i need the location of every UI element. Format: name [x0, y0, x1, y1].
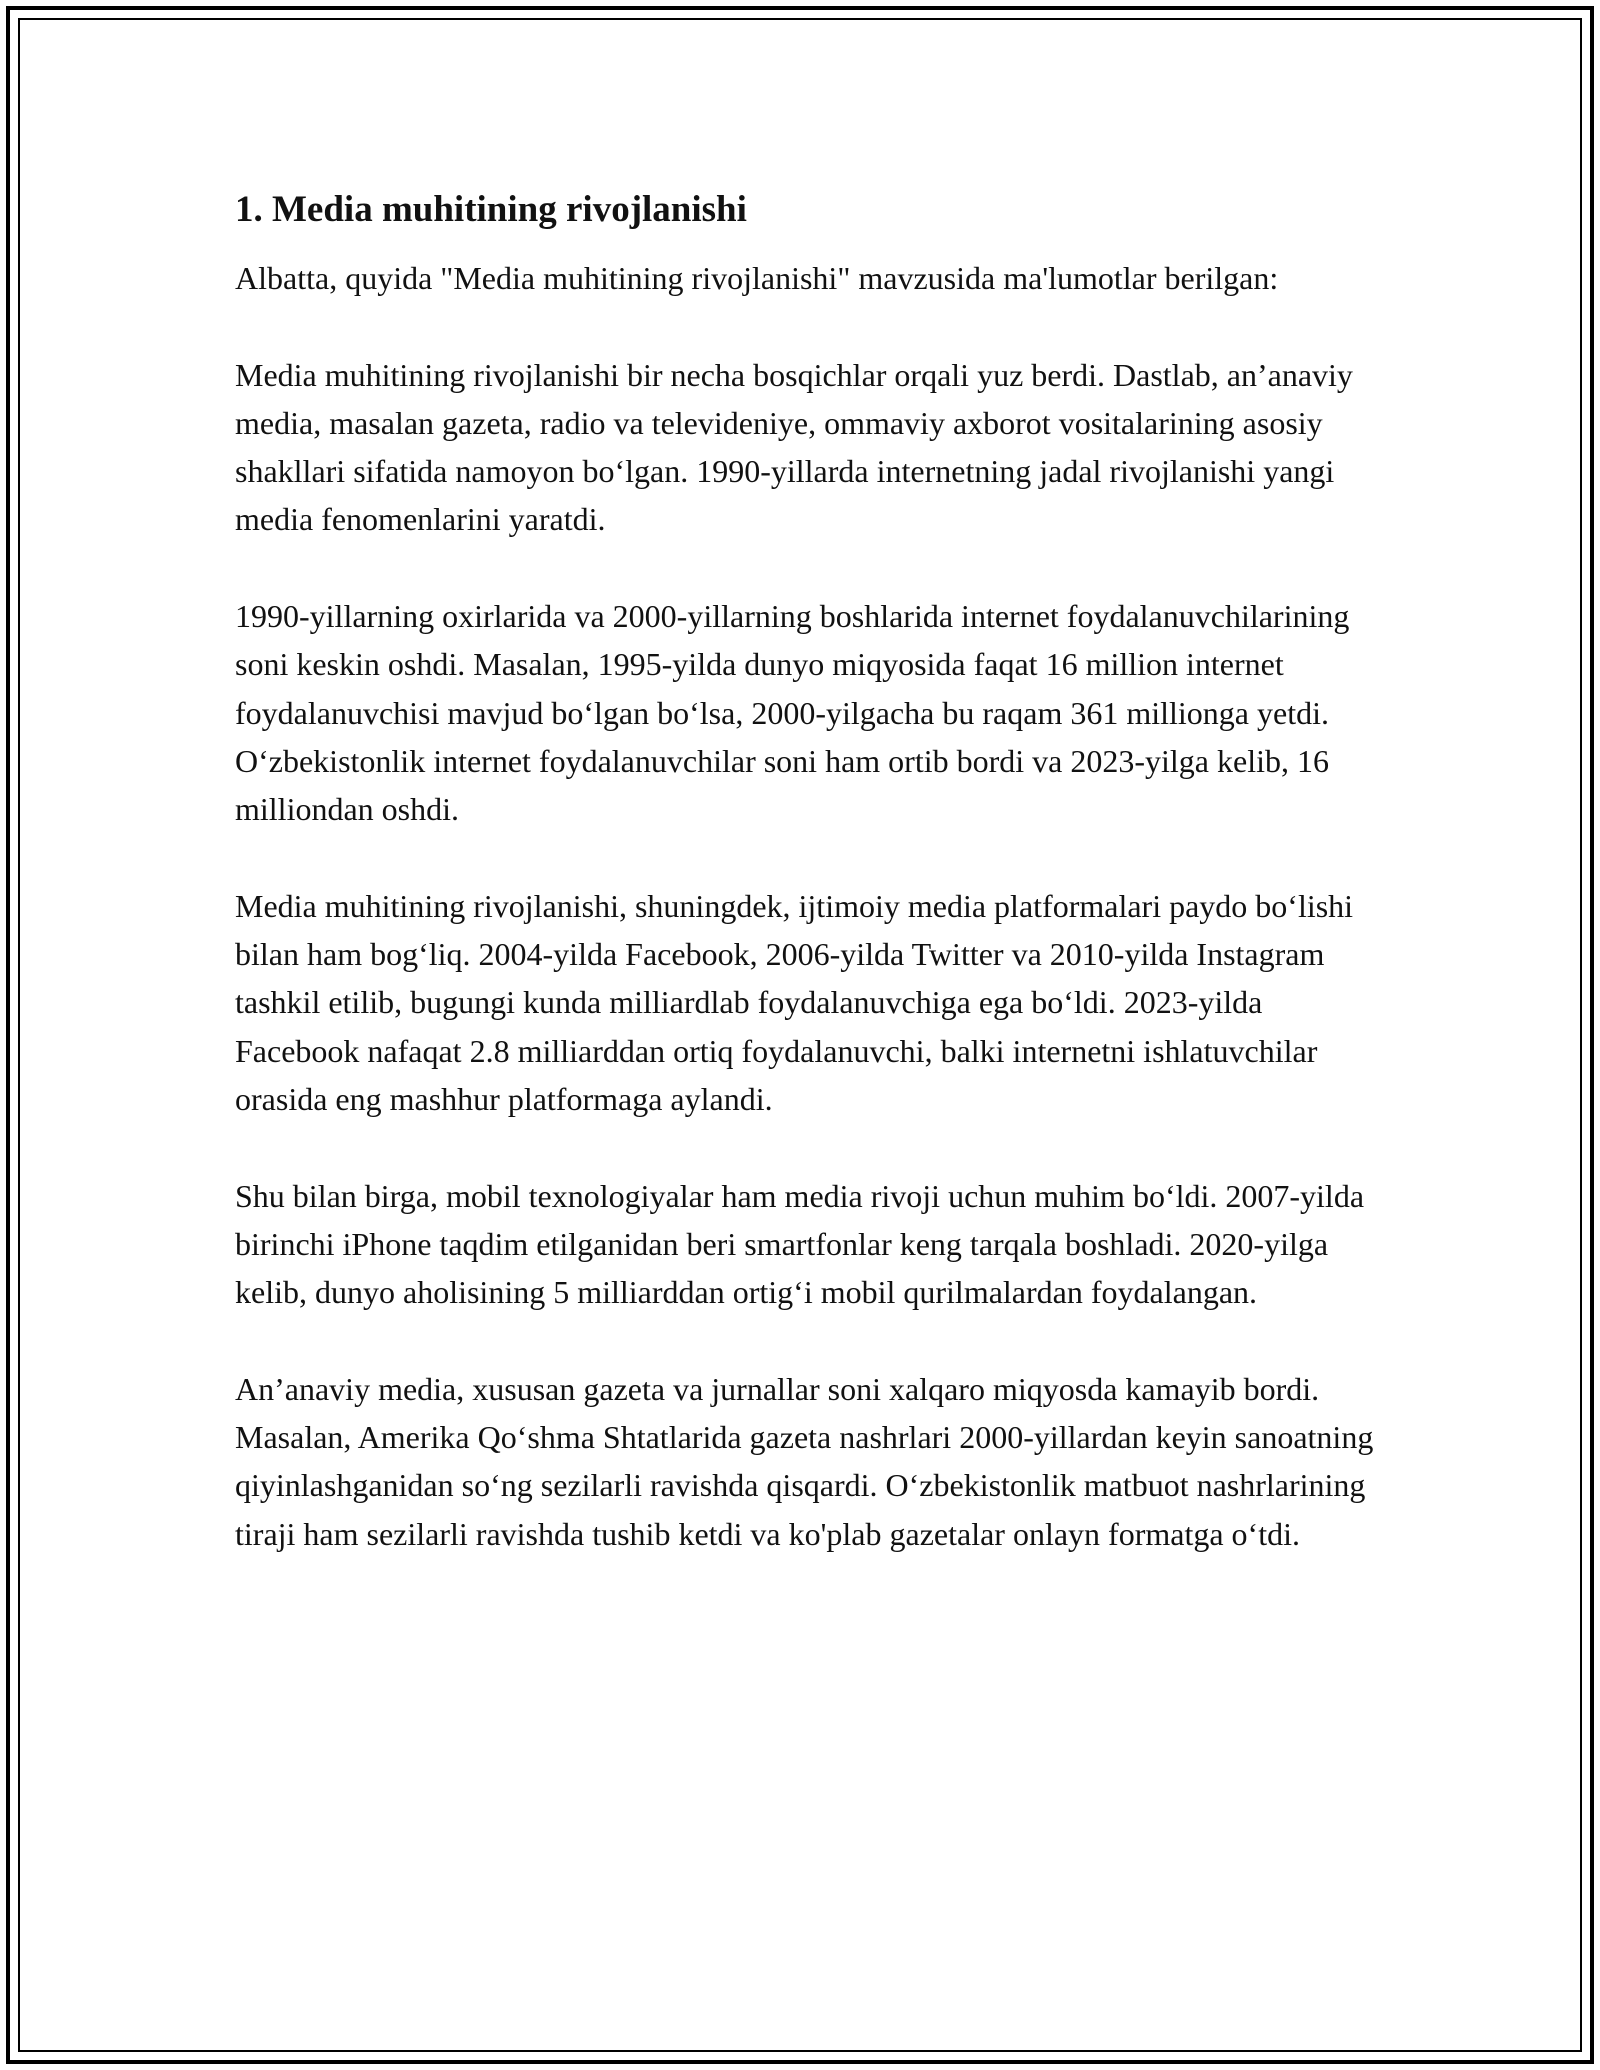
document-body: [235, 186, 1375, 1606]
paragraph-traditional-media: An’anaviy media, xususan gazeta va jurnallar soni xalqaro miqyosda kamayib bordi. Masalan, Amerika Qo‘shma Shtatlarida gazeta nashrlari 2000-yillardan keyin sanoatning qiyinlashganidan so‘ng sezilarli ravishda qisqardi. O‘zbekistonlik matbuot nashrlarining tiraji ham sezilarli ravishda tushib ketdi va ko'plab gazetalar onlayn formatga o‘tdi.: [235, 1370, 1374, 1552]
paragraph-social-media: Media muhitining rivojlanishi, shuningdek, ijtimoiy media platformalari paydo bo‘lishi bilan ham bog‘liq. 2004-yilda Facebook, 2006-yilda Twitter va 2010-yilda Instagram tashkil etilib, bugungi kunda milliardlab foydalanuvchiga ega bo‘ldi. 2023-yilda Facebook nafaqat 2.8 milliarddan ortiq foydalanuvchi, balki internetni ishlatuvchilar orasida eng mashhur platformaga aylandi.: [235, 887, 1354, 1118]
intro-paragraph: Albatta, quyida "Media muhitining rivojlanishi" mavzusida ma'lumotlar berilgan:: [235, 260, 1279, 296]
paragraph-media-stages: Media muhitining rivojlanishi bir necha bosqichlar orqali yuz berdi. Dastlab, an’anaviy media, masalan gazeta, radio va televideniye, ommaviy axborot vositalarining asosiy shakllari sifatida namoyon bo‘lgan. 1990-yillarda internetning jadal rivojlanishi yangi media fenomenlarini yaratdi.: [235, 356, 1353, 538]
section-heading: 1. Media muhitining rivojlanishi: [235, 189, 747, 230]
paragraph-internet-users: 1990-yillarning oxirlarida va 2000-yillarning boshlarida internet foydalanuvchilarining soni keskin oshdi. Masalan, 1995-yilda dunyo miqyosida faqat 16 million internet foydalanuvchisi mavjud bo‘lgan bo‘lsa, 2000-yilgacha bu raqam 361 millionga yetdi. O‘zbekistonlik internet foydalanuvchilar soni ham ortib bordi va 2023-yilga kelib, 16 milliondan oshdi.: [235, 598, 1350, 828]
paragraph-mobile-tech: Shu bilan birga, mobil texnologiyalar ham media rivoji uchun muhim bo‘ldi. 2007-yilda birinchi iPhone taqdim etilganidan beri smartfonlar keng tarqala boshladi. 2020-yilga kelib, dunyo aholisining 5 milliarddan ortig‘i mobil qurilmalardan foydalangan.: [235, 1177, 1365, 1311]
